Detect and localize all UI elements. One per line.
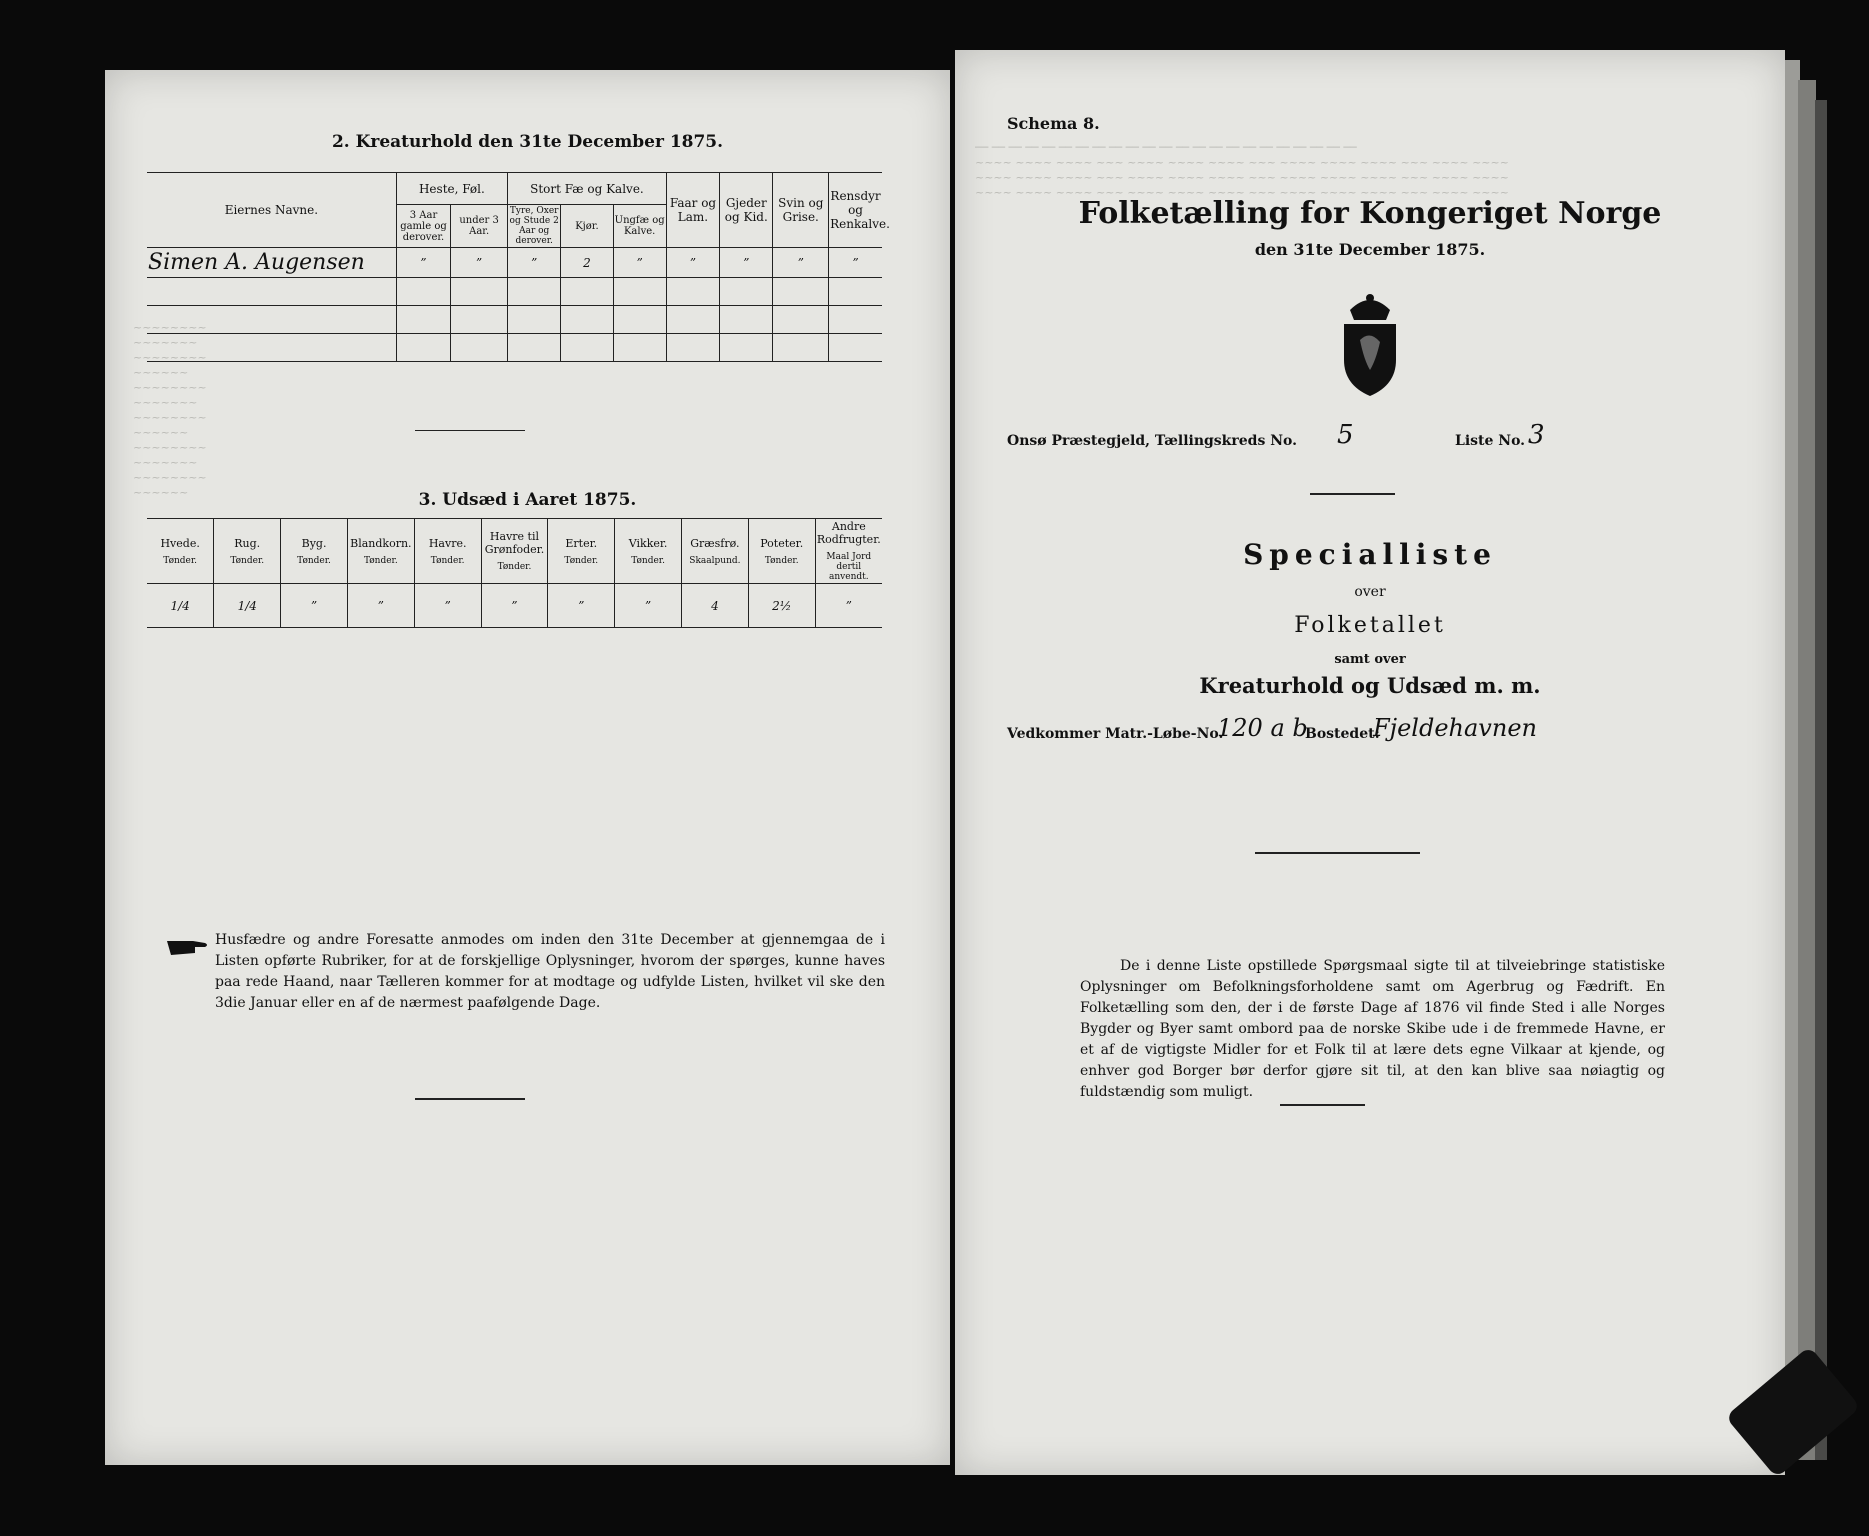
horses-header: Heste, Føl.: [396, 173, 507, 205]
seed-column-header: [615, 519, 682, 584]
over-text: over: [1354, 584, 1386, 600]
seed-column-header: [281, 519, 348, 584]
seed-value-cell: ”: [347, 584, 414, 628]
seed-value-cell: ”: [615, 584, 682, 628]
seed-column-unit: Tønder.: [297, 555, 331, 566]
seed-column-header: [481, 519, 548, 584]
divider: [415, 430, 525, 431]
seed-column-header: [815, 519, 882, 584]
cell-pigs: ”: [773, 248, 829, 278]
cell-goats: ”: [720, 248, 773, 278]
seed-value-cell: ”: [414, 584, 481, 628]
seed-column-name: Havre.: [428, 536, 467, 550]
cell-calves: ”: [613, 248, 666, 278]
seed-column-name: Hvede.: [160, 536, 200, 550]
specialliste-heading: Specialliste: [1243, 538, 1497, 571]
pigs-header: Svin og Grise.: [773, 173, 829, 248]
horses-adult-header: 3 Aar gamle og derover.: [396, 205, 450, 248]
notice-text: De i denne Liste opstillede Spørgsmaal sigte til at tilveiebringe statistiske Oplysninger om Befolkningsforholdene samt om Agerbrug og Fædrift. En Folketælling som den, der i de første Dage af 1876 vil finde Sted i alle Norges Bygder og Byer samt ombord paa de norske Skibe ude i de fremmede Havne, er et af de vigtigste Midler for et Folk til at lære dets egne Vilkaar at kjende, og enhver god Borger bør derfor gjøre sit til, at den kan blive saa nøiagtig og fuldstændig som muligt.: [1080, 958, 1665, 1100]
cows-header: Kjør.: [561, 205, 613, 248]
seed-value-cell: 2½: [748, 584, 815, 628]
seed-value-cell: ”: [481, 584, 548, 628]
seed-column-header: [347, 519, 414, 584]
divider: [415, 1098, 525, 1100]
seed-column-unit: Tønder.: [564, 555, 599, 566]
matr-label: Vedkommer Matr.-Løbe-No.: [1007, 726, 1224, 742]
seed-value-cell: ”: [281, 584, 348, 628]
divider: [1310, 493, 1395, 495]
pointing-hand-icon: [165, 935, 209, 961]
seed-column-name: Rug.: [234, 536, 261, 550]
seed-column-header: [214, 519, 281, 584]
seed-column-unit: Maal Jord dertil anvendt.: [826, 552, 872, 582]
divider: [1280, 1104, 1365, 1106]
seed-column-header: [682, 519, 749, 584]
liste-label: Liste No.: [1455, 433, 1526, 449]
seed-column-header: [748, 519, 815, 584]
seed-column-unit: Tønder.: [497, 562, 532, 572]
liste-number: 3: [1528, 420, 1545, 450]
seed-column-unit: Tønder.: [230, 555, 265, 566]
samt-over-text: samt over: [1334, 652, 1406, 667]
section2-title: 2. Kreaturhold den 31te December 1875.: [331, 132, 724, 152]
cell-reindeer: ”: [829, 248, 882, 278]
bosted-value: Fjeldehavnen: [1373, 714, 1537, 742]
seed-column-name: Andre Rodfrugter.: [816, 520, 881, 546]
seed-column-name: Græsfrø.: [690, 536, 740, 550]
livestock-table: [147, 172, 890, 362]
page-edge: [1798, 80, 1816, 1460]
left-page: [105, 70, 950, 1465]
seed-column-unit: Tønder.: [163, 555, 198, 566]
horses-young-header: under 3 Aar.: [451, 205, 508, 248]
page-edge: [1815, 100, 1827, 1460]
kreaturhold-heading: Kreaturhold og Udsæd m. m.: [1199, 673, 1541, 698]
calves-header: Ungfæ og Kalve.: [613, 205, 666, 248]
seed-column-header: [414, 519, 481, 584]
seed-value-cell: 4: [682, 584, 749, 628]
reindeer-header: Rensdyr og Renkalve.: [829, 173, 882, 248]
seed-table: [147, 518, 882, 628]
seed-column-unit: Tønder.: [764, 555, 799, 566]
census-date: den 31te December 1875.: [1254, 240, 1486, 259]
kreds-number: 5: [1337, 420, 1354, 450]
cell-sheep: ”: [666, 248, 719, 278]
seed-column-name: Vikker.: [628, 536, 668, 550]
seed-value-cell: ”: [548, 584, 615, 628]
prestegjeld-label: Onsø Præstegjeld, Tællingskreds No.: [1007, 433, 1297, 449]
owner-name-cell: Simen A. Augensen: [147, 248, 396, 278]
section3-title: 3. Udsæd i Aaret 1875.: [418, 490, 637, 510]
bosted-label: Bostedet:: [1305, 726, 1380, 742]
seed-column-unit: Tønder.: [430, 555, 465, 566]
seed-column-unit: Tønder.: [631, 555, 665, 566]
notice-text: Husfædre og andre Foresatte anmodes om inden den 31te December at gjennemgaa de i Listen opførte Rubriker, for at de forskjellige Oplysninger, hvorom der spørges, kunne haves paa rede Haand, naar Tælleren kommer for at modtage og udfylde Listen, hvilket vil ske den 3die Januar eller en af de nærmest paafølgende Dage.: [215, 932, 885, 1011]
schema-label: Schema 8.: [1007, 114, 1100, 133]
matr-value: 120 a b: [1217, 714, 1308, 742]
seed-value-cell: 1/4: [214, 584, 281, 628]
right-page: [955, 50, 1785, 1475]
bleed-through-text: ── ── ── ── ── ── ── ── ── ── ── ── ── ── ── ── ── ── ── ── ── ── ── ~~~~ ~~~~ ~~~~ ~~~ ~~~~ ~~~~ ~~~~ ~~~ ~~~~ ~~~~ ~~~~ ~~~ ~~~~ ~~~~ ~~~~ ~~~~ ~~~~ ~~~ ~~~~ ~~~~ ~~~~ ~~~ ~~~~ ~~~~ ~~~~ ~~~ ~~~~ ~~~~ ~~~~ ~~~~ ~~~~ ~~~ ~~~~ ~~~~ ~~~~ ~~~ ~~~~ ~~~~ ~~~~ ~~~ ~~~~ ~~~~: [975, 141, 1509, 199]
census-title: Folketælling for Kongeriget Norge: [1078, 196, 1662, 231]
bleed-through-text: ~~~~~~~~ ~~~~~~~ ~~~~~~~~ ~~~~~~ ~~~~~~~~ ~~~~~~~ ~~~~~~~~ ~~~~~~ ~~~~~~~~ ~~~~~~~ ~~~~~~~~ ~~~~~~: [133, 321, 207, 499]
seed-column-name: Erter.: [565, 536, 598, 550]
cell-horses-young: ”: [451, 248, 508, 278]
seed-column-unit: Skaalpund.: [689, 555, 741, 566]
cell-cows: 2: [561, 248, 613, 278]
cattle-header: Stort Fæ og Kalve.: [508, 173, 667, 205]
cell-horses-adult: ”: [396, 248, 450, 278]
seed-value-cell: 1/4: [147, 584, 214, 628]
goats-header: Gjeder og Kid.: [720, 173, 773, 248]
folketallet-heading: Folketallet: [1294, 613, 1446, 638]
seed-column-unit: Tønder.: [363, 555, 398, 566]
seed-column-name: Havre til Grønfoder.: [484, 530, 545, 556]
seed-column-name: Blandkorn.: [350, 536, 412, 550]
cell-bulls: ”: [508, 248, 561, 278]
coat-of-arms-icon: [1330, 290, 1410, 404]
divider: [1255, 852, 1420, 854]
seed-column-header: [548, 519, 615, 584]
bulls-header: Tyre, Oxer og Stude 2 Aar og derover.: [508, 205, 561, 248]
seed-column-header: [147, 519, 214, 584]
sheep-header: Faar og Lam.: [666, 173, 719, 248]
seed-value-cell: ”: [815, 584, 882, 628]
seed-column-name: Byg.: [301, 536, 327, 550]
seed-column-name: Poteter.: [760, 536, 804, 550]
owner-name-header: Eiernes Navne.: [147, 173, 396, 248]
